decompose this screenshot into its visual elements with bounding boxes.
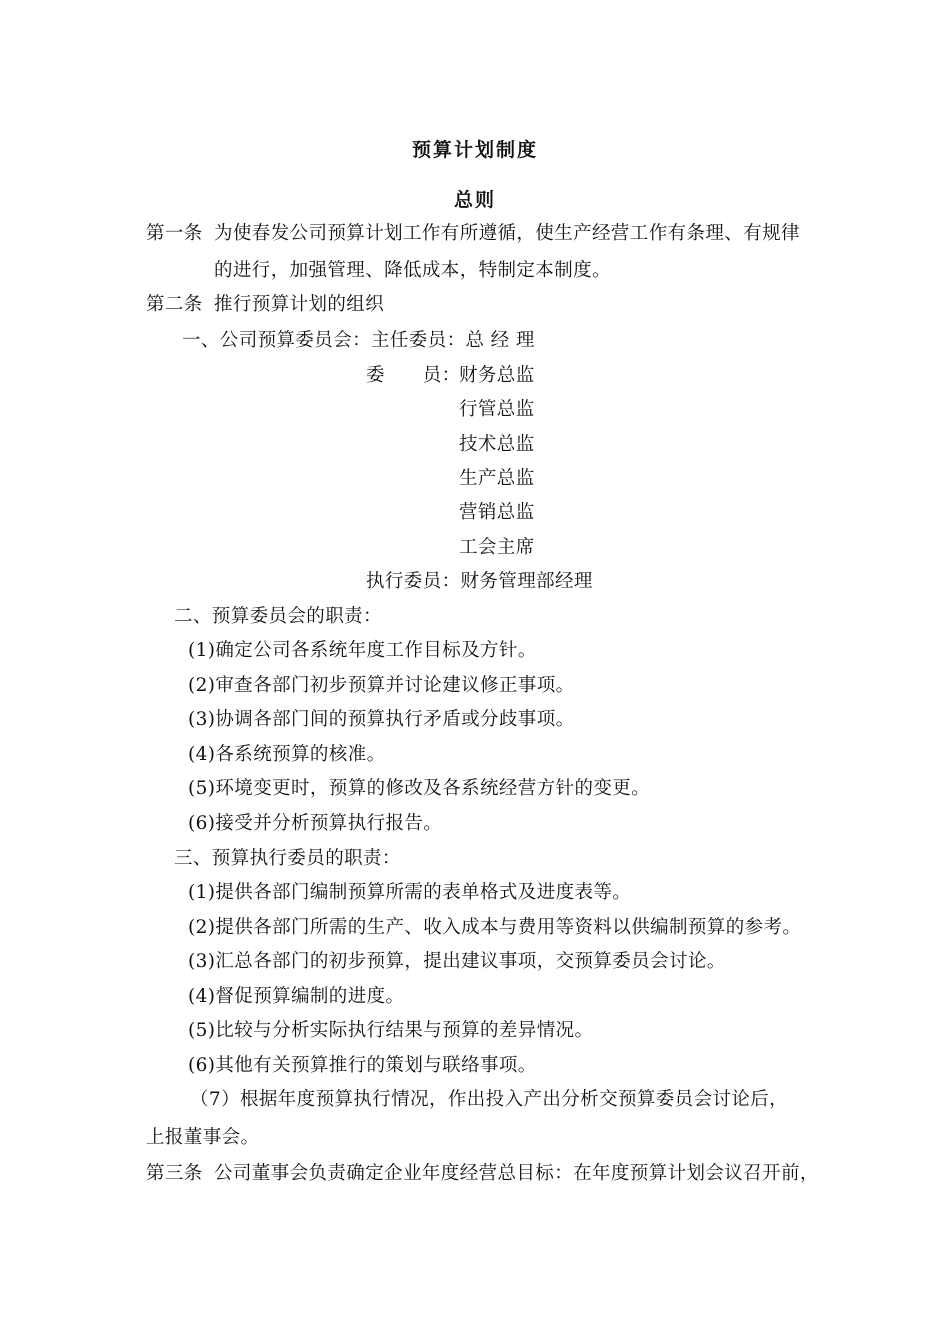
member-item: 财务总监 [459, 365, 535, 386]
member-item: 生产总监 [459, 468, 535, 489]
member-item: 营销总监 [459, 502, 535, 523]
article3-label: 第三条 [146, 1163, 203, 1184]
executive-member: 执行委员：财务管理部经理 [366, 571, 593, 592]
list-item-7-line1: （7）根据年度预算执行情况，作出投入产出分析交预算委员会讨论后， [190, 1089, 789, 1110]
list-item: (4)各系统预算的核准。 [188, 744, 386, 765]
list-item: (5)比较与分析实际执行结果与预算的差异情况。 [188, 1020, 594, 1041]
member-item: 工会主席 [459, 537, 535, 558]
section-heading: 总则 [453, 189, 496, 211]
list-item: (1)提供各部门编制预算所需的表单格式及进度表等。 [188, 882, 632, 903]
list-item: (1)确定公司各系统年度工作目标及方针。 [188, 640, 537, 661]
list-item: (6)其他有关预算推行的策划与联络事项。 [188, 1055, 537, 1076]
list-item: (2)审查各部门初步预算并讨论建议修正事项。 [188, 675, 575, 696]
article3-line [146, 1162, 819, 1186]
list-item: (3)汇总各部门的初步预算，提出建议事项，交预算委员会讨论。 [188, 951, 726, 972]
article1-label: 第一条 [146, 223, 203, 244]
article1-line1 [146, 222, 800, 246]
list-item: (3)协调各部门间的预算执行矛盾或分歧事项。 [188, 709, 575, 730]
committee-heading: 一、公司预算委员会：主任委员：总 经 理 [182, 330, 535, 351]
list-item: (4)督促预算编制的进度。 [188, 986, 405, 1007]
member-item: 行管总监 [459, 399, 535, 420]
article2-line [146, 293, 384, 317]
members-label: 委 员： [366, 365, 461, 386]
article1-text-1: 为使春发公司预算计划工作有所遵循，使生产经营工作有条理、有规律 [214, 223, 800, 244]
article2-label: 第二条 [146, 294, 203, 315]
list-item-7-line2: 上报董事会。 [146, 1127, 260, 1148]
document-title: 预算计划制度 [411, 139, 538, 161]
committee-duties-heading: 二、预算委员会的职责： [174, 606, 382, 627]
article1-line2: 的进行，加强管理、降低成本，特制定本制度。 [214, 260, 611, 281]
article2-text: 推行预算计划的组织 [214, 294, 385, 315]
article3-text: 公司董事会负责确定企业年度经营总目标：在年度预算计划会议召开前， [214, 1163, 819, 1184]
list-item: (5)环境变更时，预算的修改及各系统经营方针的变更。 [188, 778, 651, 799]
executive-duties-heading: 三、预算执行委员的职责： [174, 848, 401, 869]
list-item: (2)提供各部门所需的生产、收入成本与费用等资料以供编制预算的参考。 [188, 917, 802, 938]
member-item: 技术总监 [459, 434, 535, 455]
list-item: (6)接受并分析预算执行报告。 [188, 813, 443, 834]
